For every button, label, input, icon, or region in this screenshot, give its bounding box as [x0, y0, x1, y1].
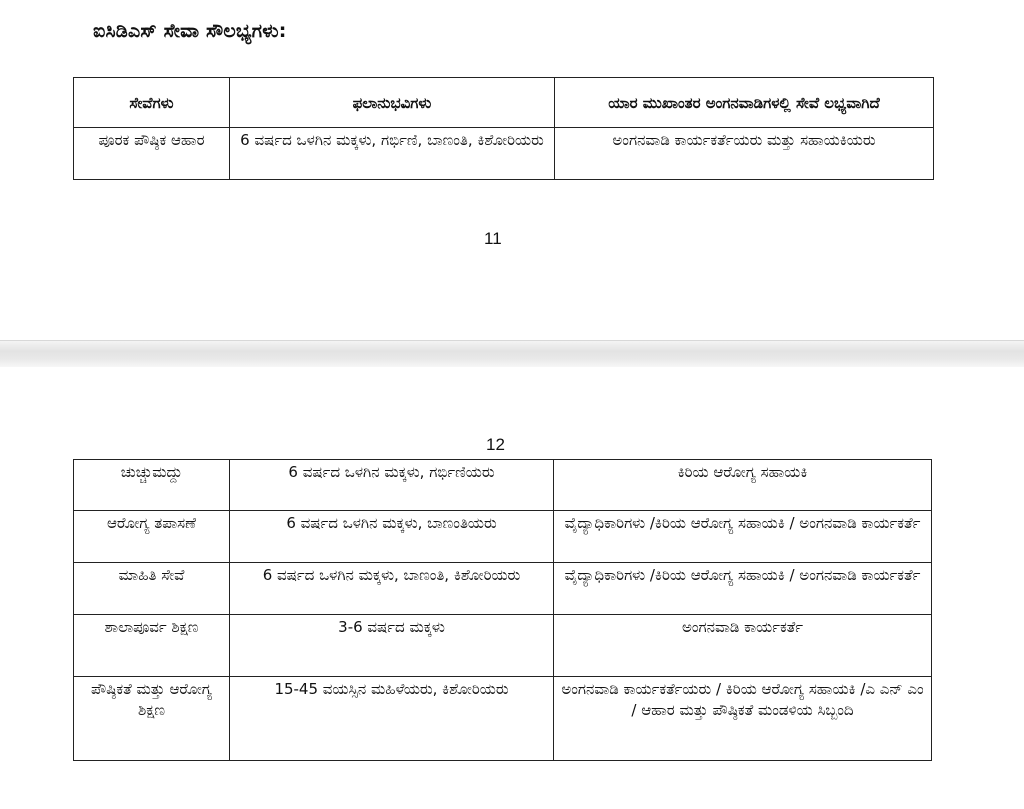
cell-beneficiaries: 6 ವರ್ಷದ ಒಳಗಿನ ಮಕ್ಕಳು, ಬಾಣಂತಿಯರು: [230, 511, 554, 563]
header-beneficiaries: ಫಲಾನುಭವಿಗಳು: [230, 78, 555, 128]
table-row: [74, 511, 932, 563]
cell-service: ಪೂರಕ ಪೌಷ್ಠಿಕ ಆಹಾರ: [74, 128, 230, 180]
cell-provider: ವೈದ್ಯಾಧಿಕಾರಿಗಳು /ಕಿರಿಯ ಆರೋಗ್ಯ ಸಹಾಯಕಿ / ಅಂಗನವಾಡಿ ಕಾರ್ಯಕರ್ತೆ: [554, 563, 932, 615]
table-row: [74, 128, 934, 180]
table-row: [74, 460, 932, 511]
page-separator: [0, 340, 1024, 368]
cell-beneficiaries: 6 ವರ್ಷದ ಒಳಗಿನ ಮಕ್ಕಳು, ಗರ್ಭಿಣಿಯರು: [230, 460, 554, 511]
table-header-row: [74, 78, 934, 128]
services-table-bottom: [73, 459, 932, 761]
cell-provider: ಅಂಗನವಾಡಿ ಕಾರ್ಯಕರ್ತೆಯರು / ಕಿರಿಯ ಆರೋಗ್ಯ ಸಹಾಯಕಿ /ಎ ಎನ್ ಎಂ / ಆಹಾರ ಮತ್ತು ಪೌಷ್ಠಿಕತೆ ಮಂಡಳಿಯ ಸಿಬ್ಬಂದಿ: [554, 677, 932, 761]
document-title: ಐಸಿಡಿಎಸ್ ಸೇವಾ ಸೌಲಭ್ಯಗಳು:: [93, 20, 287, 42]
document-page-12: [0, 367, 1024, 809]
cell-service: ಆರೋಗ್ಯ ತಪಾಸಣೆ: [74, 511, 230, 563]
cell-beneficiaries: 3-6 ವರ್ಷದ ಮಕ್ಕಳು: [230, 615, 554, 677]
cell-provider: ಅಂಗನವಾಡಿ ಕಾರ್ಯಕರ್ತೆಯರು ಮತ್ತು ಸಹಾಯಕಿಯರು: [555, 128, 934, 180]
cell-beneficiaries: 6 ವರ್ಷದ ಒಳಗಿನ ಮಕ್ಕಳು, ಗರ್ಭಿಣಿ, ಬಾಣಂತಿ, ಕಿಶೋರಿಯರು: [230, 128, 555, 180]
cell-service: ಮಾಹಿತಿ ಸೇವೆ: [74, 563, 230, 615]
services-table-top: [73, 77, 934, 180]
page-number: 12: [486, 435, 505, 454]
cell-beneficiaries: 15-45 ವಯಸ್ಸಿನ ಮಹಿಳೆಯರು, ಕಿಶೋರಿಯರು: [230, 677, 554, 761]
cell-service: ಪೌಷ್ಠಿಕತೆ ಮತ್ತು ಆರೋಗ್ಯ ಶಿಕ್ಷಣ: [74, 677, 230, 761]
cell-provider: ಅಂಗನವಾಡಿ ಕಾರ್ಯಕರ್ತೆ: [554, 615, 932, 677]
document-page-11: [0, 0, 1024, 340]
table-row: [74, 677, 932, 761]
cell-beneficiaries: 6 ವರ್ಷದ ಒಳಗಿನ ಮಕ್ಕಳು, ಬಾಣಂತಿ, ಕಿಶೋರಿಯರು: [230, 563, 554, 615]
table-row: [74, 563, 932, 615]
page-number: 11: [484, 229, 502, 248]
cell-provider: ವೈದ್ಯಾಧಿಕಾರಿಗಳು /ಕಿರಿಯ ಆರೋಗ್ಯ ಸಹಾಯಕಿ / ಅಂಗನವಾಡಿ ಕಾರ್ಯಕರ್ತೆ: [554, 511, 932, 563]
table-row: [74, 615, 932, 677]
header-service-provider: ಯಾರ ಮುಖಾಂತರ ಅಂಗನವಾಡಿಗಳಲ್ಲಿ ಸೇವೆ ಲಭ್ಯವಾಗಿದೆ: [555, 78, 934, 128]
cell-service: ಚುಚ್ಚುಮದ್ದು: [74, 460, 230, 511]
cell-service: ಶಾಲಾಪೂರ್ವ ಶಿಕ್ಷಣ: [74, 615, 230, 677]
cell-provider: ಕಿರಿಯ ಆರೋಗ್ಯ ಸಹಾಯಕಿ: [554, 460, 932, 511]
header-services: ಸೇವೆಗಳು: [74, 78, 230, 128]
